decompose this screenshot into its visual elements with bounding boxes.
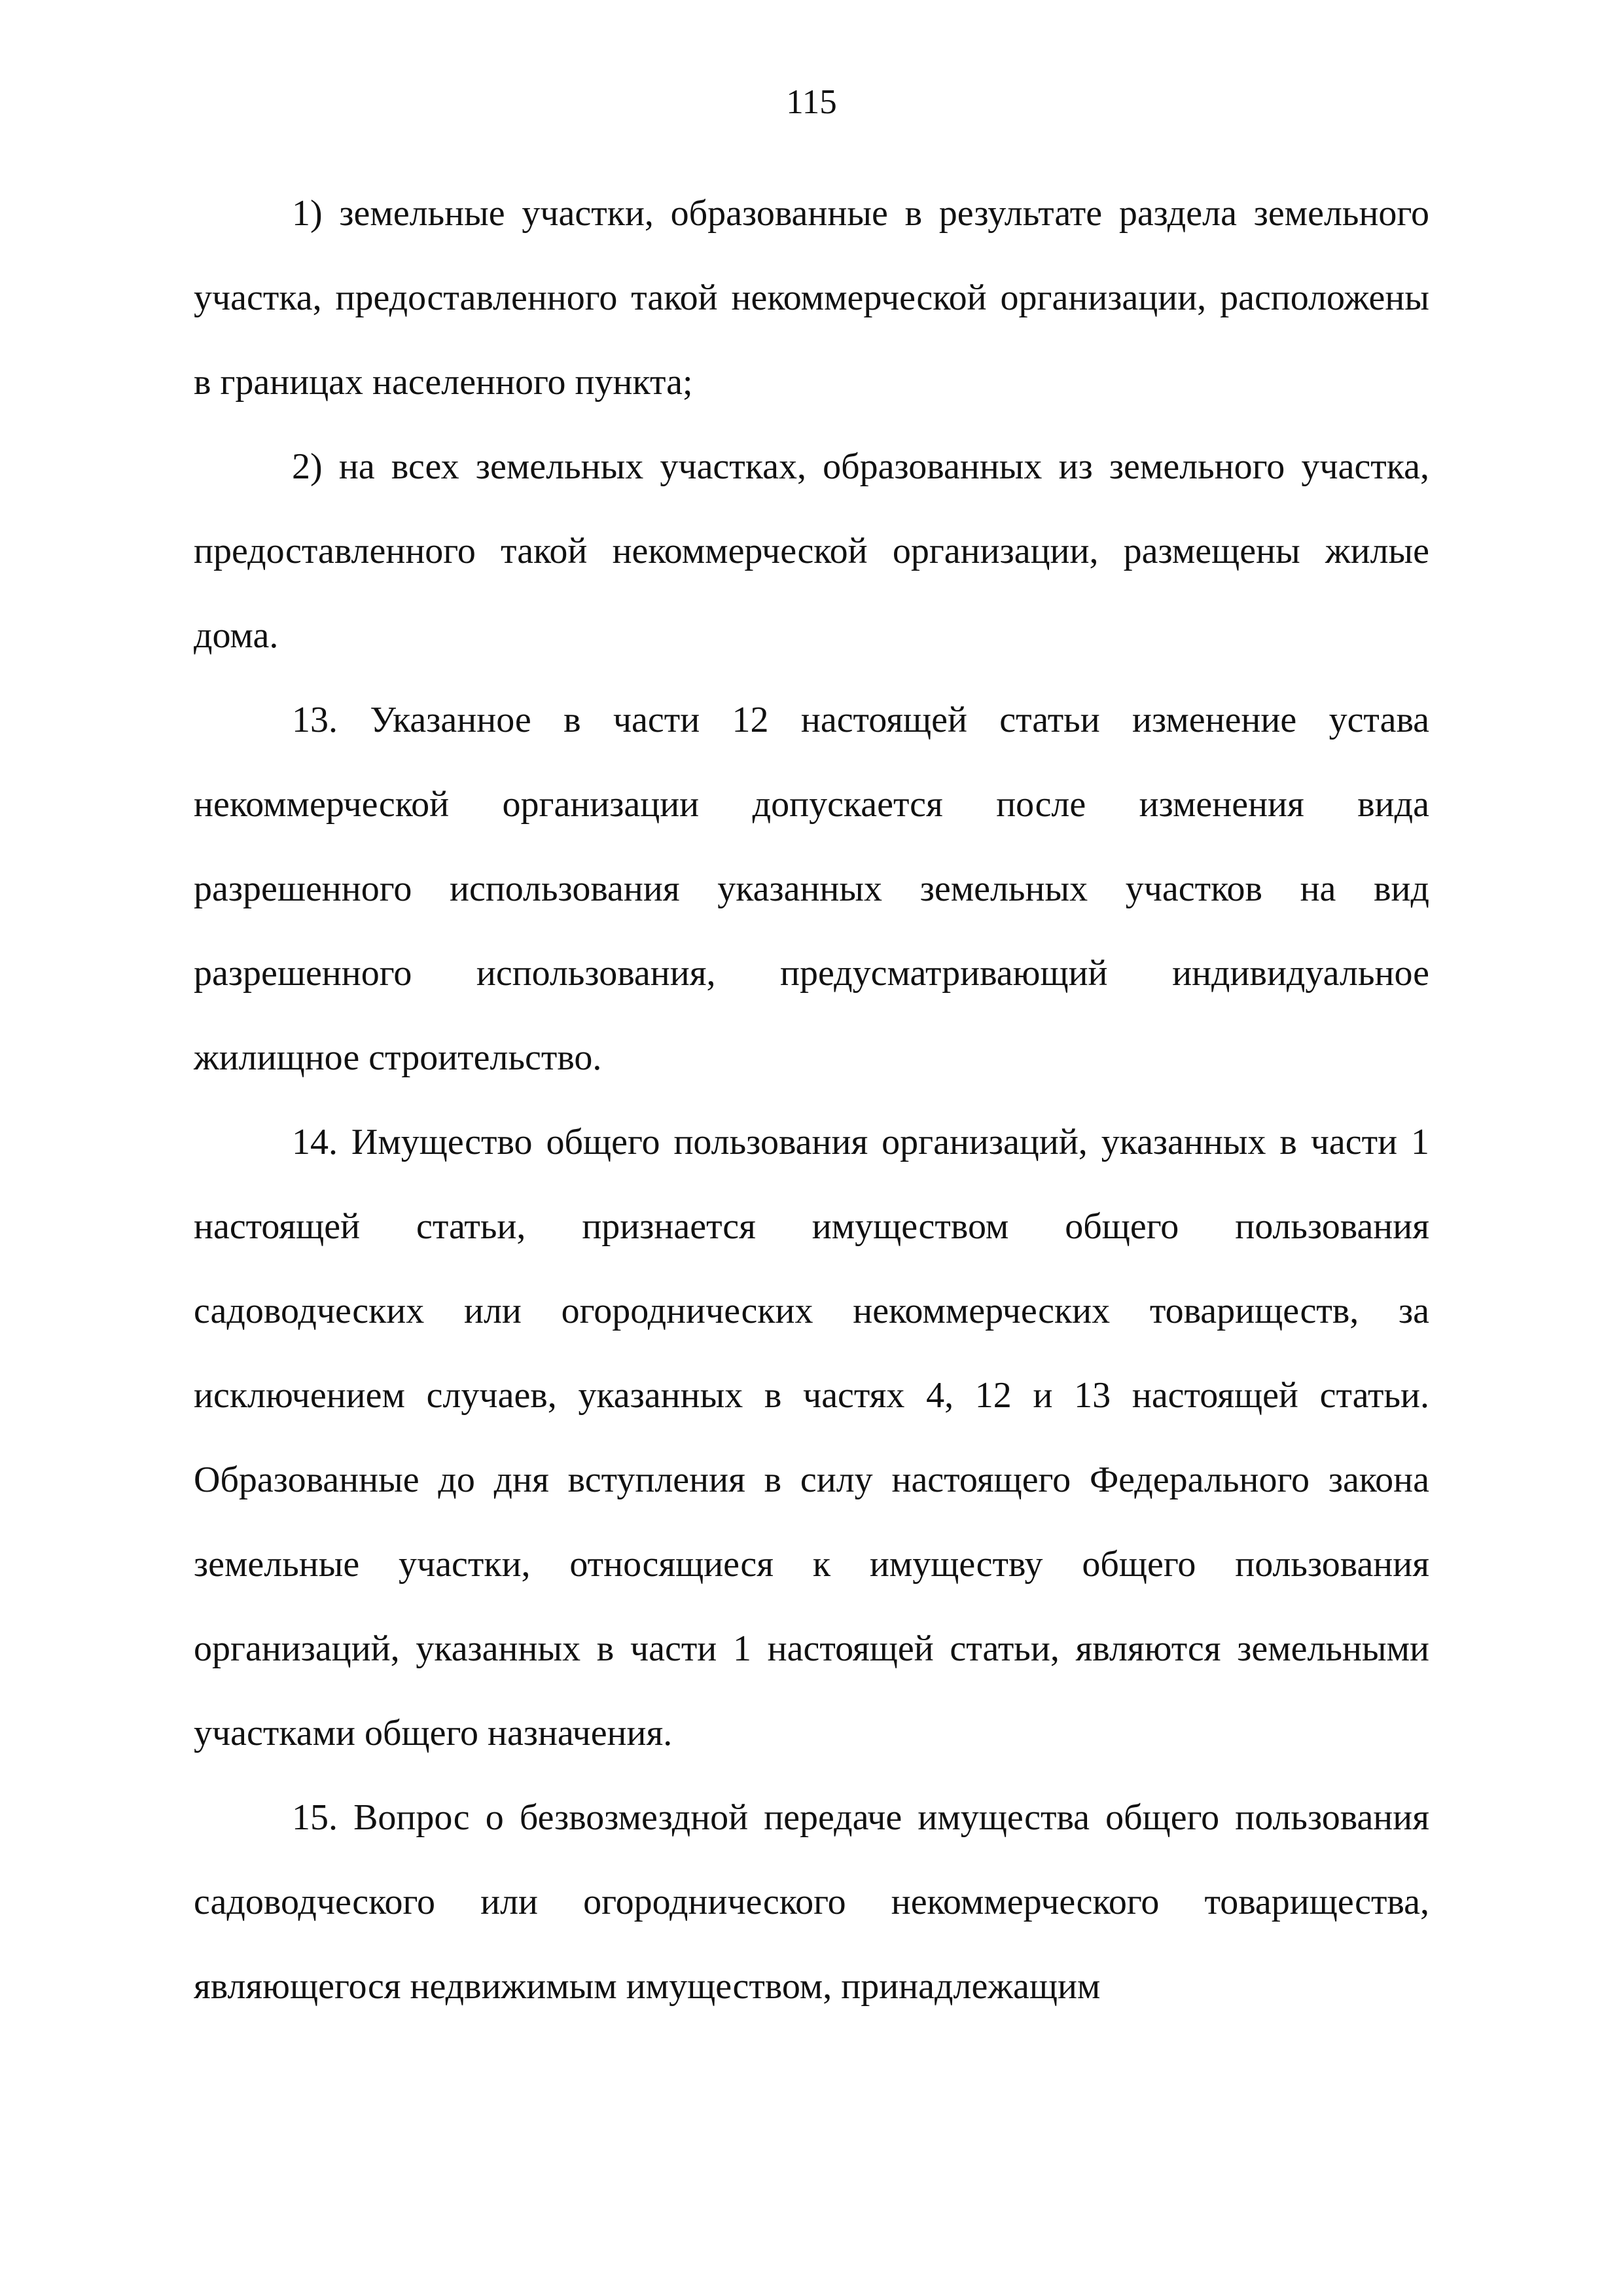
paragraph-item-2: 2) на всех земельных участках, образованных из земельного участка, предоставленного такой некоммерческой организации, размещены жилые дома.	[194, 446, 1429, 656]
paragraph-item-1: 1) земельные участки, образованные в результате раздела земельного участка, предоставленного такой некоммерческой организации, расположены в границах населенного пункта;	[194, 193, 1429, 403]
paragraph-part-13: 13. Указанное в части 12 настоящей статьи изменение устава некоммерческой организации допускается после изменения вида разрешенного использования указанных земельных участков на вид разрешенного использования, предусматривающий индивидуальное жилищное строительство.	[194, 700, 1429, 1078]
paragraph-part-14: 14. Имущество общего пользования организаций, указанных в части 1 настоящей статьи, признается имуществом общего пользования садоводческих или огороднических некоммерческих товариществ, за исключением случаев, указанных в частях 4, 12 и 13 настоящей статьи. Образованные до дня вступления в силу настоящего Федерального закона земельные участки, относящиеся к имуществу общего пользования организаций, указанных в части 1 настоящей статьи, являются земельными участками общего назначения.	[194, 1122, 1429, 1753]
document-body	[194, 171, 1429, 2029]
page-number: 115	[786, 83, 837, 121]
paragraph-part-15: 15. Вопрос о безвозмездной передаче имущества общего пользования садоводческого или огороднического некоммерческого товарищества, являющегося недвижимым имуществом, принадлежащим	[194, 1797, 1429, 2007]
